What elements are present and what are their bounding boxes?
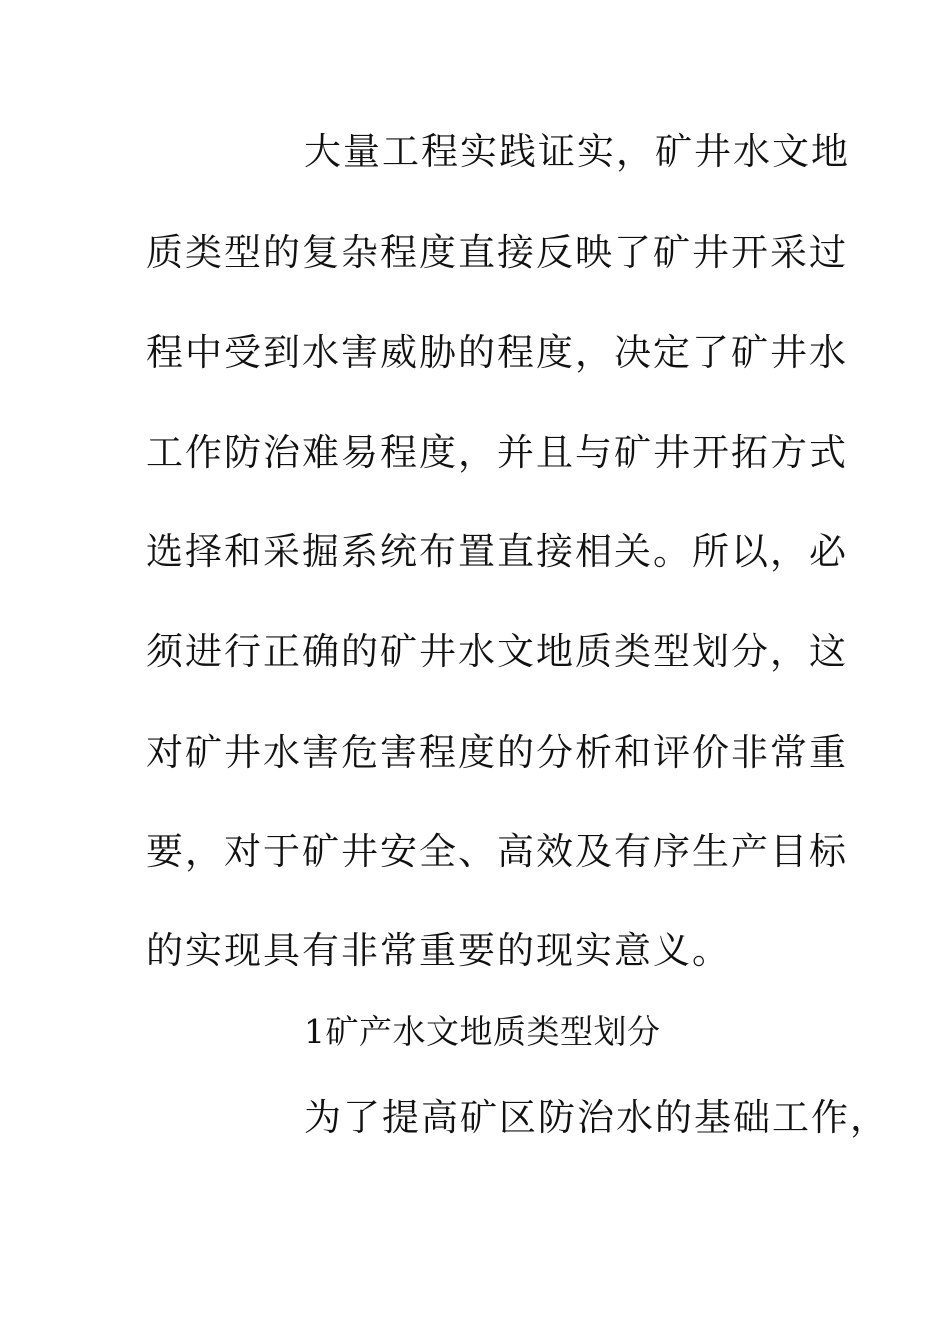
paragraph-1-line-4: 工作防治难易程度，并且与矿井开拓方式: [146, 431, 848, 474]
paragraph-1-line-6: 须进行正确的矿井水文地质类型划分，这: [146, 630, 848, 673]
paragraph-1-line-5: 选择和采掘系统布置直接相关。所以，必: [146, 530, 848, 573]
section-heading: 1矿产水文地质类型划分: [304, 1012, 661, 1051]
paragraph-1-line-3: 程中受到水害威胁的程度，决定了矿井水: [146, 331, 848, 374]
paragraph-1-line-7: 对矿井水害危害程度的分析和评价非常重: [146, 731, 848, 774]
paragraph-2-line-1: 为了提高矿区防治水的基础工作，: [304, 1096, 889, 1139]
paragraph-1-line-2: 质类型的复杂程度直接反映了矿井开采过: [146, 231, 848, 274]
paragraph-1-line-8: 要，对于矿井安全、高效及有序生产目标: [146, 830, 848, 873]
paragraph-1-line-9: 的实现具有非常重要的现实意义。: [146, 929, 731, 972]
paragraph-1-line-1: 大量工程实践证实，矿井水文地: [304, 130, 850, 173]
